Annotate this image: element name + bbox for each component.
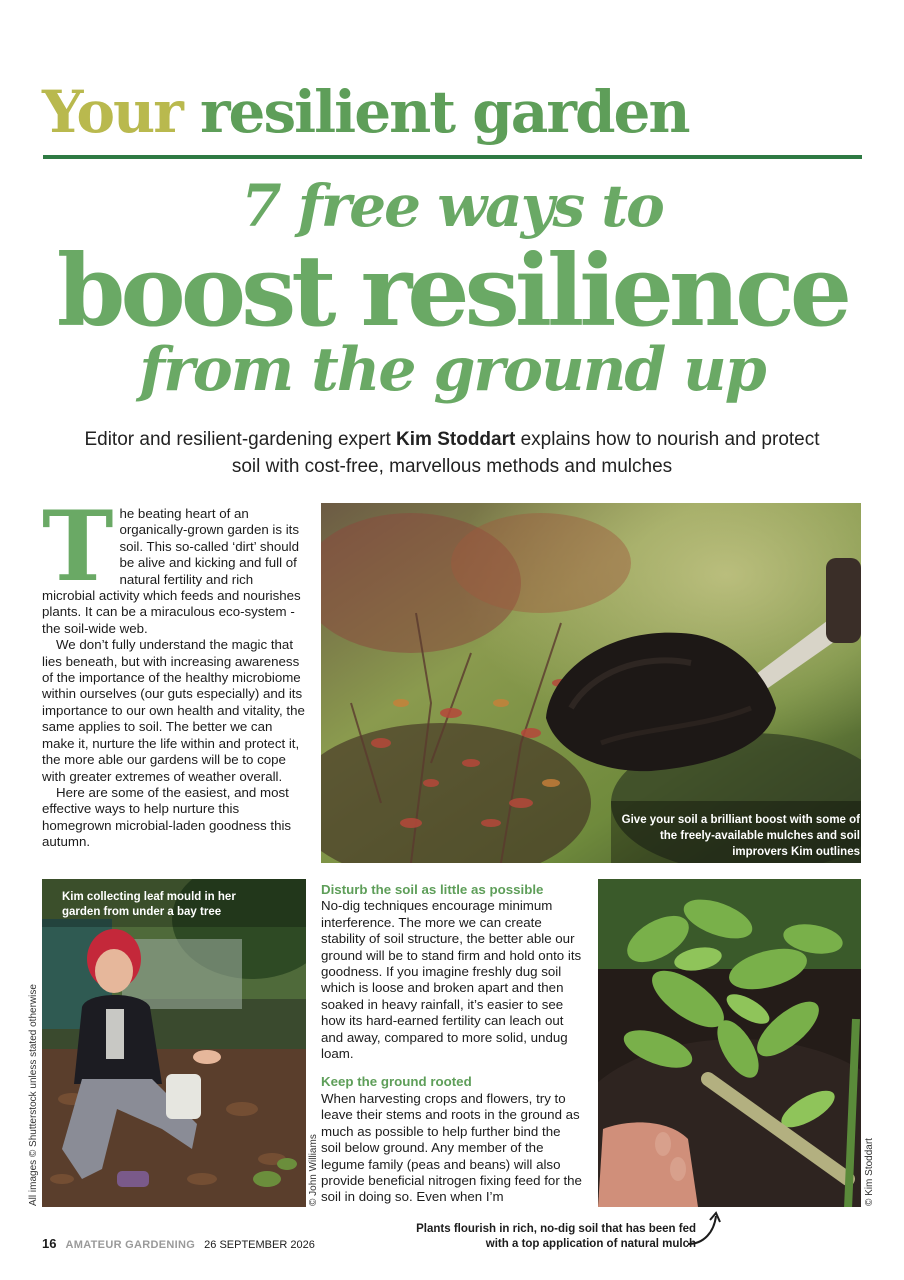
intro-column xyxy=(42,490,306,851)
caption-arrow-icon xyxy=(684,1210,724,1250)
standfirst-after: explains how to nourish and protect soil with cost-free, marvellous methods and mulches xyxy=(231,429,820,477)
section-title-word2: resilient garden xyxy=(199,78,689,146)
intro-paragraph-3: Here are some of the easiest, and most effective ways to help nurture this homegrown microbial-laden goodness this autumn. xyxy=(42,784,292,850)
main-photo-caption: Give your soil a brilliant boost with some of the freely-available mulches and soil improvers Kim outlines xyxy=(621,814,860,858)
kim-photo xyxy=(42,879,306,1207)
kim-photo-caption: Kim collecting leaf mould in her garden from under a bay tree xyxy=(62,891,236,918)
tips-column xyxy=(321,882,583,1218)
section-title xyxy=(42,72,689,152)
headline-line3: from the ground up xyxy=(139,335,765,405)
plants-photo xyxy=(598,879,861,1207)
intro-paragraph-1: he beating heart of an organically-grown garden is its soil. This so-called ‘dirt’ should be alive and kicking and full of natural fertility and rich microbial activity which feeds and nourishes plants. It can be a miraculous eco-system - the soil-wide web. xyxy=(42,506,301,636)
headline-line2: boost resilience xyxy=(56,234,848,349)
headline-line1: 7 free ways to xyxy=(241,172,663,240)
drop-cap: T xyxy=(42,490,114,603)
page-number: 16 xyxy=(42,1236,57,1251)
standfirst xyxy=(80,426,824,480)
standfirst-author: Kim Stoddart xyxy=(396,429,516,450)
plants-photo-caption: Plants flourish in rich, no-dig soil that has been fed with a top application of natural mulch xyxy=(416,1223,696,1250)
kim-stoddart-credit: © Kim Stoddart xyxy=(864,1138,875,1206)
john-williams-credit: © John Williams xyxy=(308,1134,319,1206)
standfirst-before: Editor and resilient-gardening expert xyxy=(84,429,397,450)
intro-paragraph-2: We don’t fully understand the magic that lies beneath, but with increasing awareness of the importance of the healthy microbiome within ourselves (our guts especially) and its importance to our own health and vitality, the same applies to soil. The better we can make it, nurture the life within and protect it, the more able our gardens will be to cope with greater extremes of weather overall. xyxy=(42,637,305,784)
tip-2-heading: Keep the ground rooted xyxy=(321,1074,472,1090)
page-footer xyxy=(42,1236,315,1251)
header-rule xyxy=(43,155,862,159)
magazine-name: AMATEUR GARDENING xyxy=(65,1239,196,1251)
images-credit: All images © Shutterstock unless stated otherwise xyxy=(28,984,39,1206)
tip-1-body: No-dig techniques encourage minimum interference. The more we can create stability of soil structure, the better able our ground will be to stand firm and hold onto its goodness. If you imagine freshly dug soil which is loose and broken apart and then soaked in heavy rainfall, it’s easier to see how its hard-earned fertility can leach out and away, compared to more solid, undug loam. xyxy=(321,898,582,1062)
section-title-word1: Your xyxy=(42,78,182,146)
tip-2-body: When harvesting crops and flowers, try to leave their stems and roots in the ground as much as possible to help further bind the soil below ground. Any member of the legume family (peas and beans) will also provide beneficial nitrogen fixing feed for the soil in doing so. Even when I’m xyxy=(321,1090,582,1205)
tip-1-heading: Disturb the soil as little as possible xyxy=(321,882,544,897)
main-photo-compost-spade xyxy=(321,503,861,863)
issue-date: 26 SEPTEMBER 2026 xyxy=(204,1239,315,1251)
